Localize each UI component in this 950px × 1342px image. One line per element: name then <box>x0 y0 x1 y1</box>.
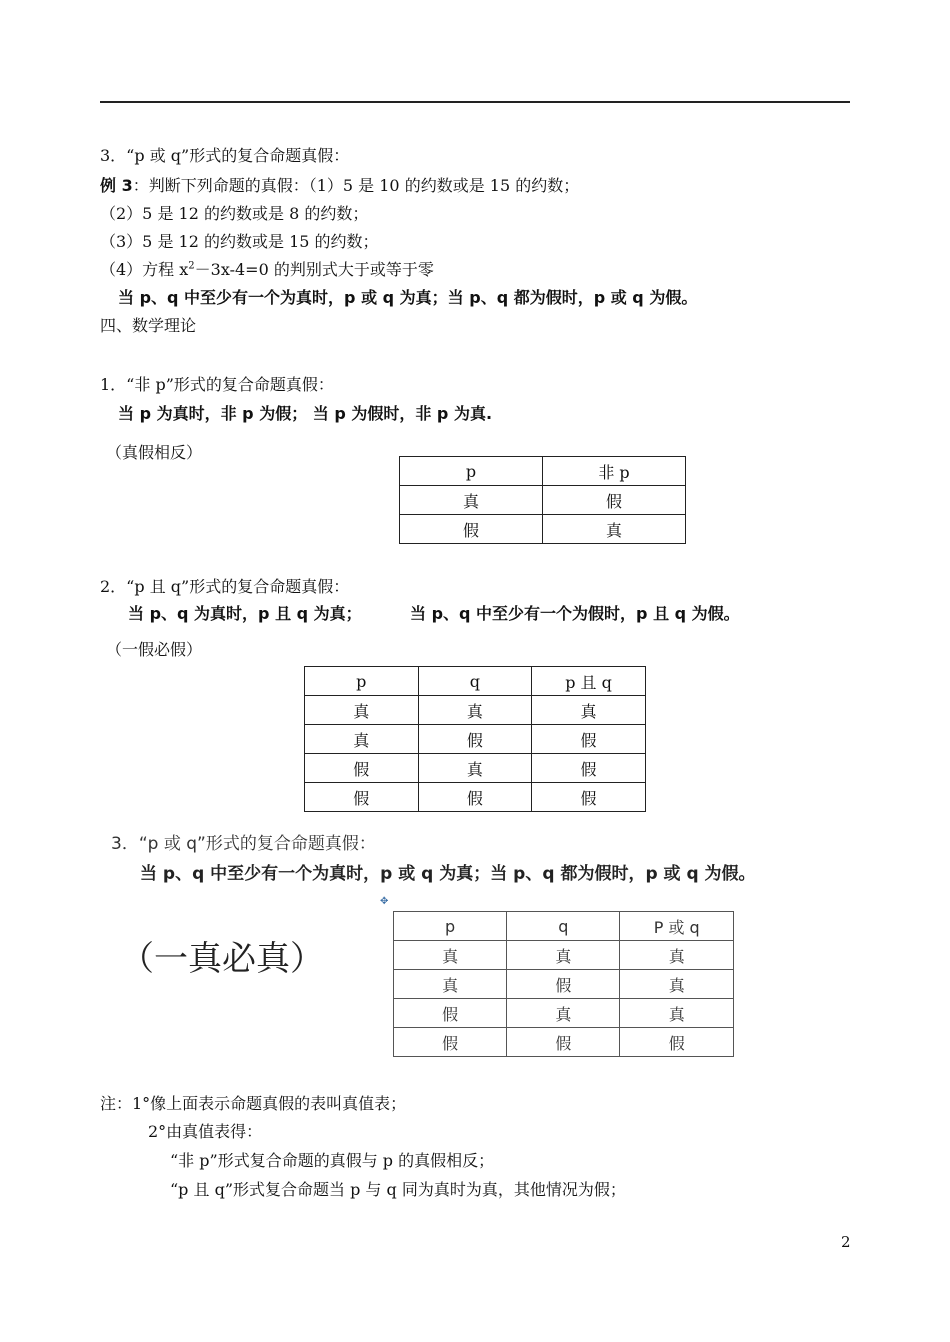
or-truth-table <box>393 911 734 1057</box>
example3-text: ：判断下列命题的真假：（1）5 是 10 的约数或是 15 的约数； <box>132 176 580 195</box>
table-cell: 假 <box>507 970 620 999</box>
table-cell: 假 <box>394 999 507 1028</box>
table-row <box>305 783 646 812</box>
not-truth-table <box>399 456 686 544</box>
table-cell: 假 <box>620 1028 734 1057</box>
table-cell: 真 <box>400 486 543 515</box>
table-cell: 假 <box>532 754 646 783</box>
notes-line-3: “非 p”形式复合命题的真假与 p 的真假相反； <box>170 1151 495 1170</box>
table-header-cell: q <box>418 667 532 696</box>
table-cell: 真 <box>620 941 734 970</box>
not-note: （真假相反） <box>106 443 203 462</box>
example3-item2: （2）5 是 12 的约数或是 8 的约数； <box>100 204 369 223</box>
table-cell: 真 <box>543 515 686 544</box>
and-truth-table <box>304 666 646 812</box>
table-cell: 真 <box>507 999 620 1028</box>
header-rule <box>100 101 850 103</box>
table-cell: 真 <box>620 999 734 1028</box>
notes-line-1: 注：1°像上面表示命题真假的表叫真值表； <box>100 1094 407 1113</box>
table-cell: 真 <box>305 725 419 754</box>
and-rule-1: 当 p、q 为真时，p 且 q 为真； <box>128 604 362 623</box>
or-title: 3．“p 或 q”形式的复合命题真假： <box>111 834 376 854</box>
table-header-cell: P 或 q <box>620 912 734 941</box>
table-header-row <box>400 457 686 486</box>
table-row <box>305 754 646 783</box>
table-cell: 真 <box>418 696 532 725</box>
page-number: 2 <box>841 1233 851 1251</box>
table-cell: 假 <box>532 783 646 812</box>
table-cell: 假 <box>305 783 419 812</box>
table-row <box>305 696 646 725</box>
table-header-row <box>394 912 734 941</box>
table-cell: 真 <box>532 696 646 725</box>
example3-item3: （3）5 是 12 的约数或是 15 的约数； <box>100 232 379 251</box>
and-rule-2: 当 p、q 中至少有一个为假时，p 且 q 为假。 <box>410 604 740 623</box>
table-header-cell: 非 p <box>543 457 686 486</box>
section-four-heading: 四、数学理论 <box>100 316 197 335</box>
example3-item4: （4）方程 $x^2-3x-4=0$ 的判别式大于或等于零 <box>100 260 434 279</box>
table-header-cell: p <box>400 457 543 486</box>
table-cell: 真 <box>620 970 734 999</box>
notes-line-4: “p 且 q”形式复合命题当 p 与 q 同为真时为真，其他情况为假； <box>170 1180 626 1199</box>
table-cell: 假 <box>543 486 686 515</box>
table-cell: 假 <box>400 515 543 544</box>
table-header-cell: p 且 q <box>532 667 646 696</box>
table-cell: 真 <box>418 754 532 783</box>
table-cell: 假 <box>532 725 646 754</box>
or-rule: 当 p、q 中至少有一个为真时，p 或 q 为真；当 p、q 都为假时，p 或 q 为假。 <box>140 864 756 884</box>
example3-line <box>100 176 579 196</box>
rule-or-statement: 当 p、q 中至少有一个为真时，p 或 q 为真；当 p、q 都为假时，p 或 q 为假。 <box>118 288 698 307</box>
table-cell: 真 <box>394 970 507 999</box>
table-cell: 真 <box>305 696 419 725</box>
table-cell: 假 <box>418 783 532 812</box>
table-header-cell: p <box>394 912 507 941</box>
table-cell: 假 <box>305 754 419 783</box>
notes-line-2: 2°由真值表得： <box>148 1122 263 1141</box>
example3-label: 例 3 <box>100 176 133 195</box>
table-cell: 真 <box>394 941 507 970</box>
table-row <box>400 515 686 544</box>
table-cell: 真 <box>507 941 620 970</box>
and-note: （一假必假） <box>106 640 203 659</box>
table-row <box>394 941 734 970</box>
section3-title: 3．“p 或 q”形式的复合命题真假： <box>100 146 350 165</box>
table-header-row <box>305 667 646 696</box>
table-row <box>305 725 646 754</box>
not-rule: 当 p 为真时，非 p 为假； 当 p 为假时，非 p 为真. <box>118 404 493 423</box>
table-row <box>394 1028 734 1057</box>
table-header-cell: q <box>507 912 620 941</box>
table-header-cell: p <box>305 667 419 696</box>
table-move-handle-icon[interactable]: ✥ <box>380 896 389 907</box>
and-title: 2．“p 且 q”形式的复合命题真假： <box>100 577 350 596</box>
table-cell: 假 <box>394 1028 507 1057</box>
table-row <box>394 970 734 999</box>
not-title: 1．“非 p”形式的复合命题真假： <box>100 375 334 394</box>
table-cell: 假 <box>418 725 532 754</box>
table-row <box>394 999 734 1028</box>
table-cell: 假 <box>507 1028 620 1057</box>
or-note: （一真必真） <box>120 939 324 979</box>
table-row <box>400 486 686 515</box>
